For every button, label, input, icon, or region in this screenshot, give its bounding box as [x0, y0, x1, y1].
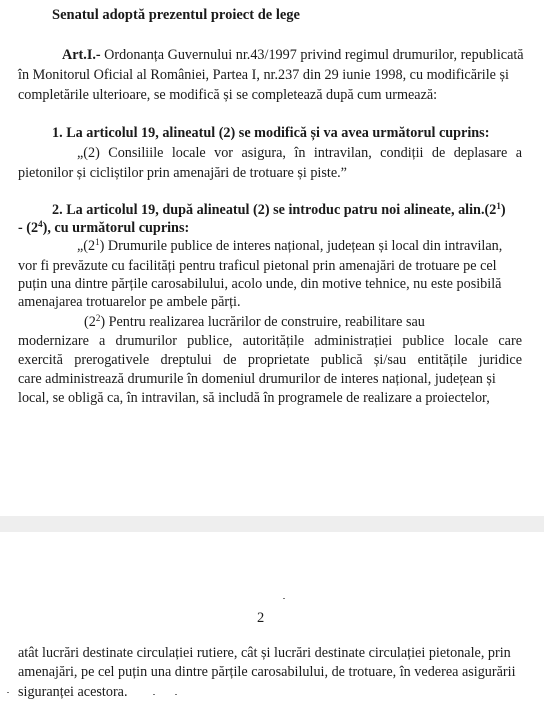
scan-speck	[175, 694, 177, 695]
point-2-heading	[52, 202, 506, 219]
alineat-2-2-line-3: exercită prerogativele dreptului de proprietate publică și/sau entitățile juridice	[18, 352, 522, 368]
alineat-2-2-text: ) Pentru realizarea lucrărilor de construire, reabilitare sau	[100, 314, 425, 330]
scan-speck	[283, 598, 285, 599]
document-heading: Senatul adoptă prezentul proiect de lege	[52, 7, 300, 23]
alineat-2-1-line-1	[77, 238, 522, 255]
page-gap	[0, 516, 544, 532]
scan-speck	[153, 694, 155, 695]
alineat-2-2-line-4: care administrează drumurile în domeniul drumurilor de interes național, județean și	[18, 371, 496, 387]
superscript: 1	[95, 237, 100, 247]
point-1-text-2: pietonilor și cicliștilor prin amenajări de trotuare și piste.”	[18, 165, 347, 181]
superscript: 4	[38, 219, 43, 229]
alineat-2-1-line-4: amenajarea trotuarelor pe ambele părți.	[18, 294, 241, 310]
article-label: Art.I.-	[62, 47, 101, 63]
point-1-heading: 1. La articolul 19, alineatul (2) se modifică și va avea următorul cuprins:	[52, 125, 490, 141]
point-2-heading-line-2	[18, 220, 189, 237]
page-2-line-2: amenajări, pe cel puțin una dintre părțile carosabilului, de trotuare, în vederea asigurării	[18, 664, 516, 680]
point-2-heading-text: 2. La articolul 19, după alineatul (2) se introduc patru noi alineate, alin.(2	[52, 202, 497, 218]
point-2-heading-2-text: ), cu următorul cuprins:	[42, 220, 190, 236]
alineat-2-2-line-5: local, se obligă ca, în intravilan, să includă în programele de realizare a proiectelor,	[18, 390, 490, 406]
alineat-2-1-line-3: puțin una dintre părțile carosabilului, acolo unde, din motive tehnice, nu este posibilă	[18, 276, 502, 292]
point-2-heading-close: )	[500, 202, 506, 218]
point-1-text-1: „(2) Consiliile locale vor asigura, în intravilan, condiții de deplasare a	[77, 145, 522, 161]
article-1-text-1: Ordonanța Guvernului nr.43/1997 privind regimul drumurilor, republicată	[100, 47, 524, 63]
superscript: 2	[95, 313, 101, 323]
page-2-line-1: atât lucrări destinate circulației rutiere, cât și lucrări destinate circulației pietonale, prin	[18, 645, 511, 661]
alineat-2-1-line-2: vor fi prevăzute cu facilități pentru traficul pietonal prin amenajări de trotuare pe cel	[18, 258, 497, 274]
article-1-line-3: completările ulterioare, se modifică și se completează după cum urmează:	[18, 87, 438, 103]
article-1-line-1	[62, 47, 524, 64]
alineat-2-2-open: (2	[84, 314, 96, 330]
point-2-heading-2-open: - (2	[18, 220, 39, 236]
alineat-2-2-line-2: modernizare a drumurilor publice, autoritățile administrației publice locale care	[18, 333, 522, 349]
alineat-2-2-line-1	[84, 314, 522, 331]
article-1-line-2: în Monitorul Oficial al României, Partea I, nr.237 din 29 iunie 1998, cu modificările și	[18, 67, 509, 83]
alineat-2-1-open: „(2	[77, 238, 96, 254]
scan-speck	[7, 692, 9, 693]
page-2-line-3: siguranței acestora.	[18, 684, 128, 700]
alineat-2-1-text: ) Drumurile publice de interes național, județean și local din intravilan,	[99, 238, 503, 254]
superscript: 1	[496, 201, 501, 211]
page-number: 2	[257, 610, 265, 626]
